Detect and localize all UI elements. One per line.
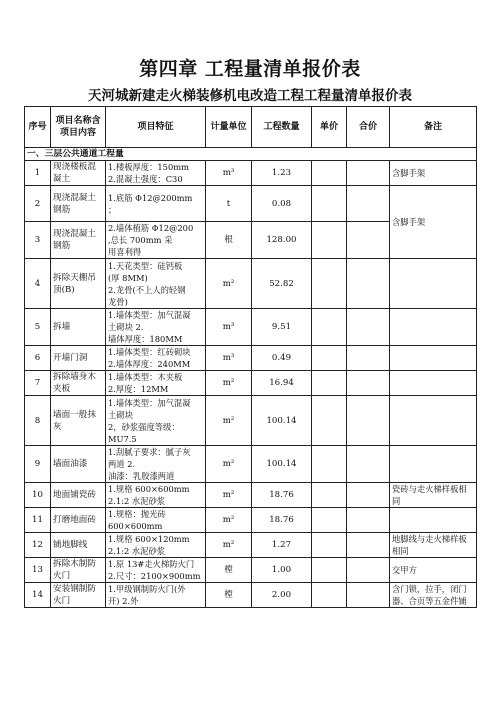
row-total bbox=[347, 583, 390, 608]
row-no: 6 bbox=[25, 346, 51, 371]
header-qty: 工程数量 bbox=[252, 107, 312, 148]
row-total bbox=[347, 508, 390, 533]
row-total bbox=[347, 371, 390, 396]
row-unit: m² bbox=[206, 259, 252, 309]
row-unit: 樘 bbox=[206, 583, 252, 608]
row-remark: 含脚手架 bbox=[390, 161, 477, 186]
row-unit: m² bbox=[206, 483, 252, 508]
row-price bbox=[312, 222, 347, 259]
table-row bbox=[25, 371, 477, 396]
row-unit: m² bbox=[206, 446, 252, 483]
header-no: 序号 bbox=[25, 107, 51, 148]
header-row bbox=[25, 107, 477, 148]
header-unit: 计量单位 bbox=[206, 107, 252, 148]
table-row bbox=[25, 533, 477, 558]
row-feature: 1.底筋 Φ12@200mm ； bbox=[106, 186, 206, 222]
row-name: 墙面油漆 bbox=[51, 446, 106, 483]
row-total bbox=[347, 533, 390, 558]
row-unit: m² bbox=[206, 396, 252, 446]
row-feature: 1.墙体类型：加气混凝 土砌块 2，砂浆强度等级： MU7.5 bbox=[106, 396, 206, 446]
row-name: 拆除天棚吊顶(B) bbox=[51, 259, 106, 309]
row-feature: 1.楼板厚度：150mm 2.混凝土强度：C30 bbox=[106, 161, 206, 186]
row-qty: 0.08 bbox=[252, 186, 312, 222]
header-total: 合价 bbox=[347, 107, 390, 148]
row-name: 现浇混凝土钢筋 bbox=[51, 186, 106, 222]
row-name: 开墙门洞 bbox=[51, 346, 106, 371]
row-qty: 16.94 bbox=[252, 371, 312, 396]
row-remark bbox=[390, 371, 477, 396]
row-no: 9 bbox=[25, 446, 51, 483]
row-feature: 1.规格：抛光砖 600×600mm bbox=[106, 508, 206, 533]
row-qty: 1.00 bbox=[252, 558, 312, 583]
row-no: 12 bbox=[25, 533, 51, 558]
table-row bbox=[25, 161, 477, 186]
page-title: 第四章 工程量清单报价表 bbox=[139, 58, 361, 80]
header-feature: 项目特征 bbox=[106, 107, 206, 148]
row-price bbox=[312, 396, 347, 446]
section-label: 一、三层公共通道工程量 bbox=[25, 148, 477, 161]
row-unit: m² bbox=[206, 508, 252, 533]
table-row bbox=[25, 508, 477, 533]
row-feature: 1.甲级钢制防火门(外 开) 2.外 bbox=[106, 583, 206, 608]
row-total bbox=[347, 346, 390, 371]
row-feature: 1.墙体类型：红砖砌块 2.墙体厚度：240MM bbox=[106, 346, 206, 371]
table-row bbox=[25, 558, 477, 583]
row-no: 1 bbox=[25, 161, 51, 186]
row-price bbox=[312, 558, 347, 583]
row-feature: 1.天花类型：硅钙板 (厚 8MM) 2.龙骨(不上人的轻钢 龙骨) bbox=[106, 259, 206, 309]
table-row bbox=[25, 446, 477, 483]
row-name: 拆墙 bbox=[51, 309, 106, 346]
row-name: 拆除木制防火门 bbox=[51, 558, 106, 583]
row-remark bbox=[390, 446, 477, 483]
table-row bbox=[25, 186, 477, 222]
row-total bbox=[347, 222, 390, 259]
row-total bbox=[347, 186, 390, 222]
row-no: 3 bbox=[25, 222, 51, 259]
table-row bbox=[25, 583, 477, 608]
header-price: 单价 bbox=[312, 107, 347, 148]
table-row bbox=[25, 483, 477, 508]
row-remark bbox=[390, 309, 477, 346]
row-total bbox=[347, 259, 390, 309]
row-remark: 瓷砖与走火梯样板相 同 bbox=[390, 483, 477, 508]
row-feature: 1.刮腻子要求：腻子灰 两道 2. 油漆：乳胶漆两道 bbox=[106, 446, 206, 483]
row-price bbox=[312, 583, 347, 608]
row-qty: 100.14 bbox=[252, 396, 312, 446]
table-row bbox=[25, 309, 477, 346]
row-qty: 18.76 bbox=[252, 508, 312, 533]
row-no: 5 bbox=[25, 309, 51, 346]
row-total bbox=[347, 483, 390, 508]
row-unit: m³ bbox=[206, 346, 252, 371]
row-qty: 52.82 bbox=[252, 259, 312, 309]
row-price bbox=[312, 309, 347, 346]
table-row bbox=[25, 396, 477, 446]
row-name: 铺地脚线 bbox=[51, 533, 106, 558]
row-unit: m² bbox=[206, 533, 252, 558]
table-row bbox=[25, 259, 477, 309]
row-name: 现浇混凝土钢筋 bbox=[51, 222, 106, 259]
row-qty: 1.23 bbox=[252, 161, 312, 186]
row-price bbox=[312, 259, 347, 309]
row-qty: 128.00 bbox=[252, 222, 312, 259]
row-no: 14 bbox=[25, 583, 51, 608]
row-remark bbox=[390, 259, 477, 309]
row-remark bbox=[390, 396, 477, 446]
row-total bbox=[347, 309, 390, 346]
row-no: 7 bbox=[25, 371, 51, 396]
row-remark bbox=[390, 508, 477, 533]
row-price bbox=[312, 508, 347, 533]
row-remark: 地脚线与走火梯样板 相同 bbox=[390, 533, 477, 558]
row-no: 2 bbox=[25, 186, 51, 222]
row-no: 11 bbox=[25, 508, 51, 533]
row-name: 拆除墙身木夹板 bbox=[51, 371, 106, 396]
row-unit: m³ bbox=[206, 161, 252, 186]
row-name: 安装钢制防火门 bbox=[51, 583, 106, 608]
row-qty: 2.00 bbox=[252, 583, 312, 608]
row-feature: 1.原 13#走火梯防火门 2.尺寸：2100×900mm bbox=[106, 558, 206, 583]
row-price bbox=[312, 186, 347, 222]
row-feature: 1.规格 600×600mm 2.1:2 水泥砂浆 bbox=[106, 483, 206, 508]
header-remark: 备注 bbox=[390, 107, 477, 148]
row-feature: 1.墙体类型：木夹板 2.厚度：12MM bbox=[106, 371, 206, 396]
row-name: 墙面一般抹灰 bbox=[51, 396, 106, 446]
row-total bbox=[347, 161, 390, 186]
row-feature: 1.规格 600×120mm 2.1:2 水泥砂浆 bbox=[106, 533, 206, 558]
row-no: 4 bbox=[25, 259, 51, 309]
row-feature: 1.墙体类型：加气混凝 土砌块 2. 墙体厚度：180MM bbox=[106, 309, 206, 346]
row-unit: 根 bbox=[206, 222, 252, 259]
bill-of-quantities-table bbox=[24, 106, 477, 608]
row-remark: 交甲方 bbox=[390, 558, 477, 583]
row-no: 13 bbox=[25, 558, 51, 583]
row-price bbox=[312, 533, 347, 558]
row-price bbox=[312, 371, 347, 396]
row-price bbox=[312, 483, 347, 508]
row-feature: 2.墙体植筋 Φ12@200 ,总长 700mm 采 用喜利得 bbox=[106, 222, 206, 259]
table-row bbox=[25, 346, 477, 371]
row-qty: 0.49 bbox=[252, 346, 312, 371]
row-price bbox=[312, 161, 347, 186]
header-name: 项目名称含项目内容 bbox=[51, 107, 106, 148]
row-price bbox=[312, 446, 347, 483]
row-name: 地面铺瓷砖 bbox=[51, 483, 106, 508]
row-name: 打磨地面砖 bbox=[51, 508, 106, 533]
row-unit: m² bbox=[206, 371, 252, 396]
row-no: 8 bbox=[25, 396, 51, 446]
row-remark bbox=[390, 346, 477, 371]
row-price bbox=[312, 346, 347, 371]
row-remark: 含门锁，拉手，闭门 器、合页等五金件铺 bbox=[390, 583, 477, 608]
row-qty: 1.27 bbox=[252, 533, 312, 558]
section-row bbox=[25, 148, 477, 161]
table-title: 天河城新建走火梯装修机电改造工程工程量清单报价表 bbox=[88, 88, 412, 104]
row-unit: 樘 bbox=[206, 558, 252, 583]
row-qty: 18.76 bbox=[252, 483, 312, 508]
row-qty: 9.51 bbox=[252, 309, 312, 346]
row-total bbox=[347, 558, 390, 583]
row-name: 现浇楼板混凝土 bbox=[51, 161, 106, 186]
row-unit: t bbox=[206, 186, 252, 222]
row-total bbox=[347, 396, 390, 446]
row-qty: 100.14 bbox=[252, 446, 312, 483]
row-remark: 含脚手架 bbox=[390, 186, 477, 259]
row-unit: m³ bbox=[206, 309, 252, 346]
row-total bbox=[347, 446, 390, 483]
row-no: 10 bbox=[25, 483, 51, 508]
